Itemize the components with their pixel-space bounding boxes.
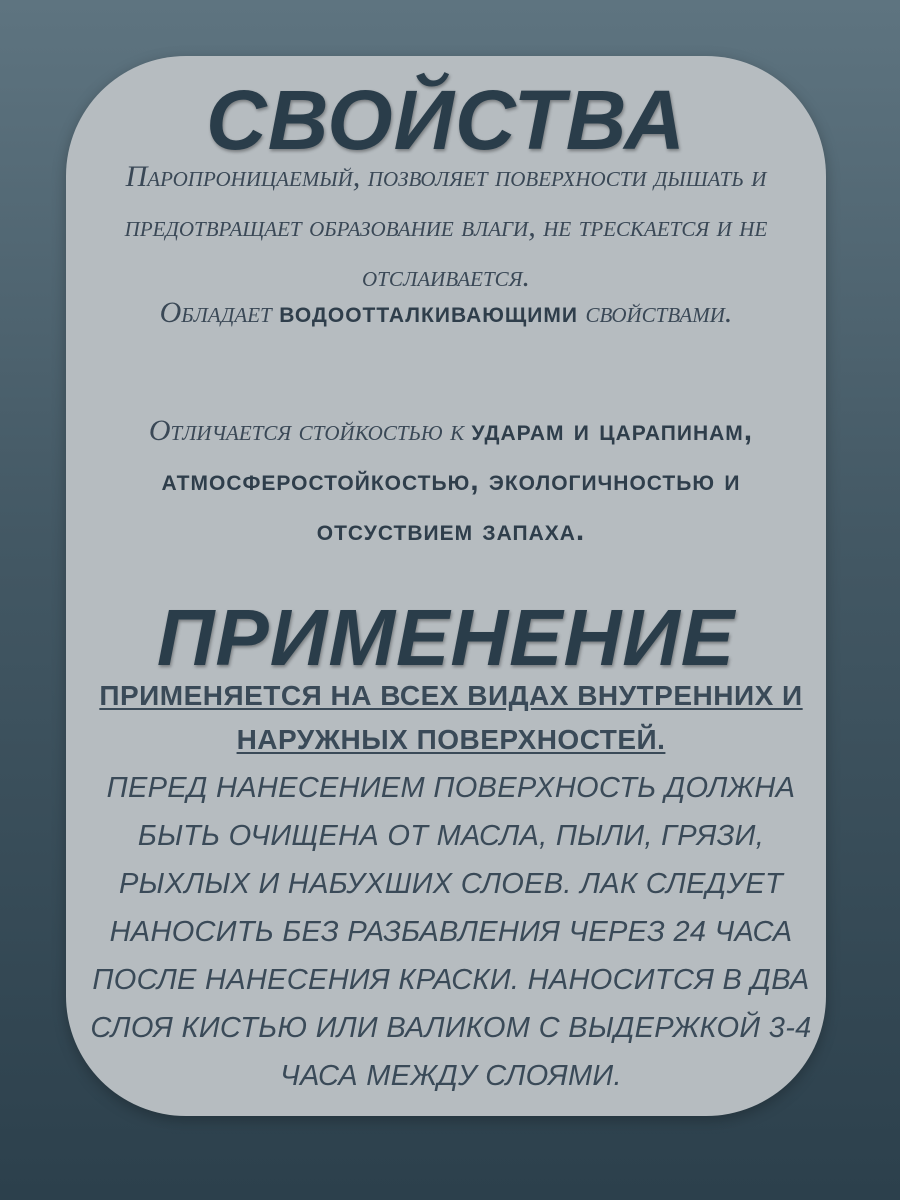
properties-paragraph-1: Паропроницаемый, позволяет поверхности дышать и предотвращает образование влаги, не трескается и не отслаивается. (124, 160, 768, 293)
info-card (66, 56, 826, 1116)
properties-title: СВОЙСТВА (206, 73, 686, 167)
properties-paragraph-3 (96, 406, 806, 556)
properties-paragraph-2 (126, 288, 766, 338)
p2-text-start: Обладает (159, 296, 280, 329)
p2-text-end: свойствами. (577, 296, 733, 329)
application-underlined-text: ПРИМЕНЯЕТСЯ НА ВСЕХ ВИДАХ ВНУТРЕННИХ И НАРУЖНЫХ ПОВЕРХНОСТЕЙ. (99, 680, 803, 755)
p2-bold-text: водоотталкивающими (279, 296, 578, 329)
p3-bold-text: ударам и царапинам, атмосферостойкостью, экологичностью и отсуствием запаха. (161, 414, 754, 547)
p3-text-start: Отличается стойкостью к (148, 414, 472, 447)
application-title: ПРИМЕНЕНИЕ (156, 593, 736, 682)
application-body-text: ПЕРЕД НАНЕСЕНИЕМ ПОВЕРХНОСТЬ ДОЛЖНА БЫТЬ ОЧИЩЕНА ОТ МАСЛА, ПЫЛИ, ГРЯЗИ, РЫХЛЫХ И НАБУХШИХ СЛОЕВ. ЛАК СЛЕДУЕТ НАНОСИТЬ БЕЗ РАЗБАВЛЕНИЯ ЧЕРЕЗ 24 ЧАСА ПОСЛЕ НАНЕСЕНИЯ КРАСКИ. НАНОСИТСЯ В ДВА СЛОЯ КИСТЬЮ ИЛИ ВАЛИКОМ С ВЫДЕРЖКОЙ 3-4 ЧАСА МЕЖДУ СЛОЯМИ. (90, 772, 812, 1092)
